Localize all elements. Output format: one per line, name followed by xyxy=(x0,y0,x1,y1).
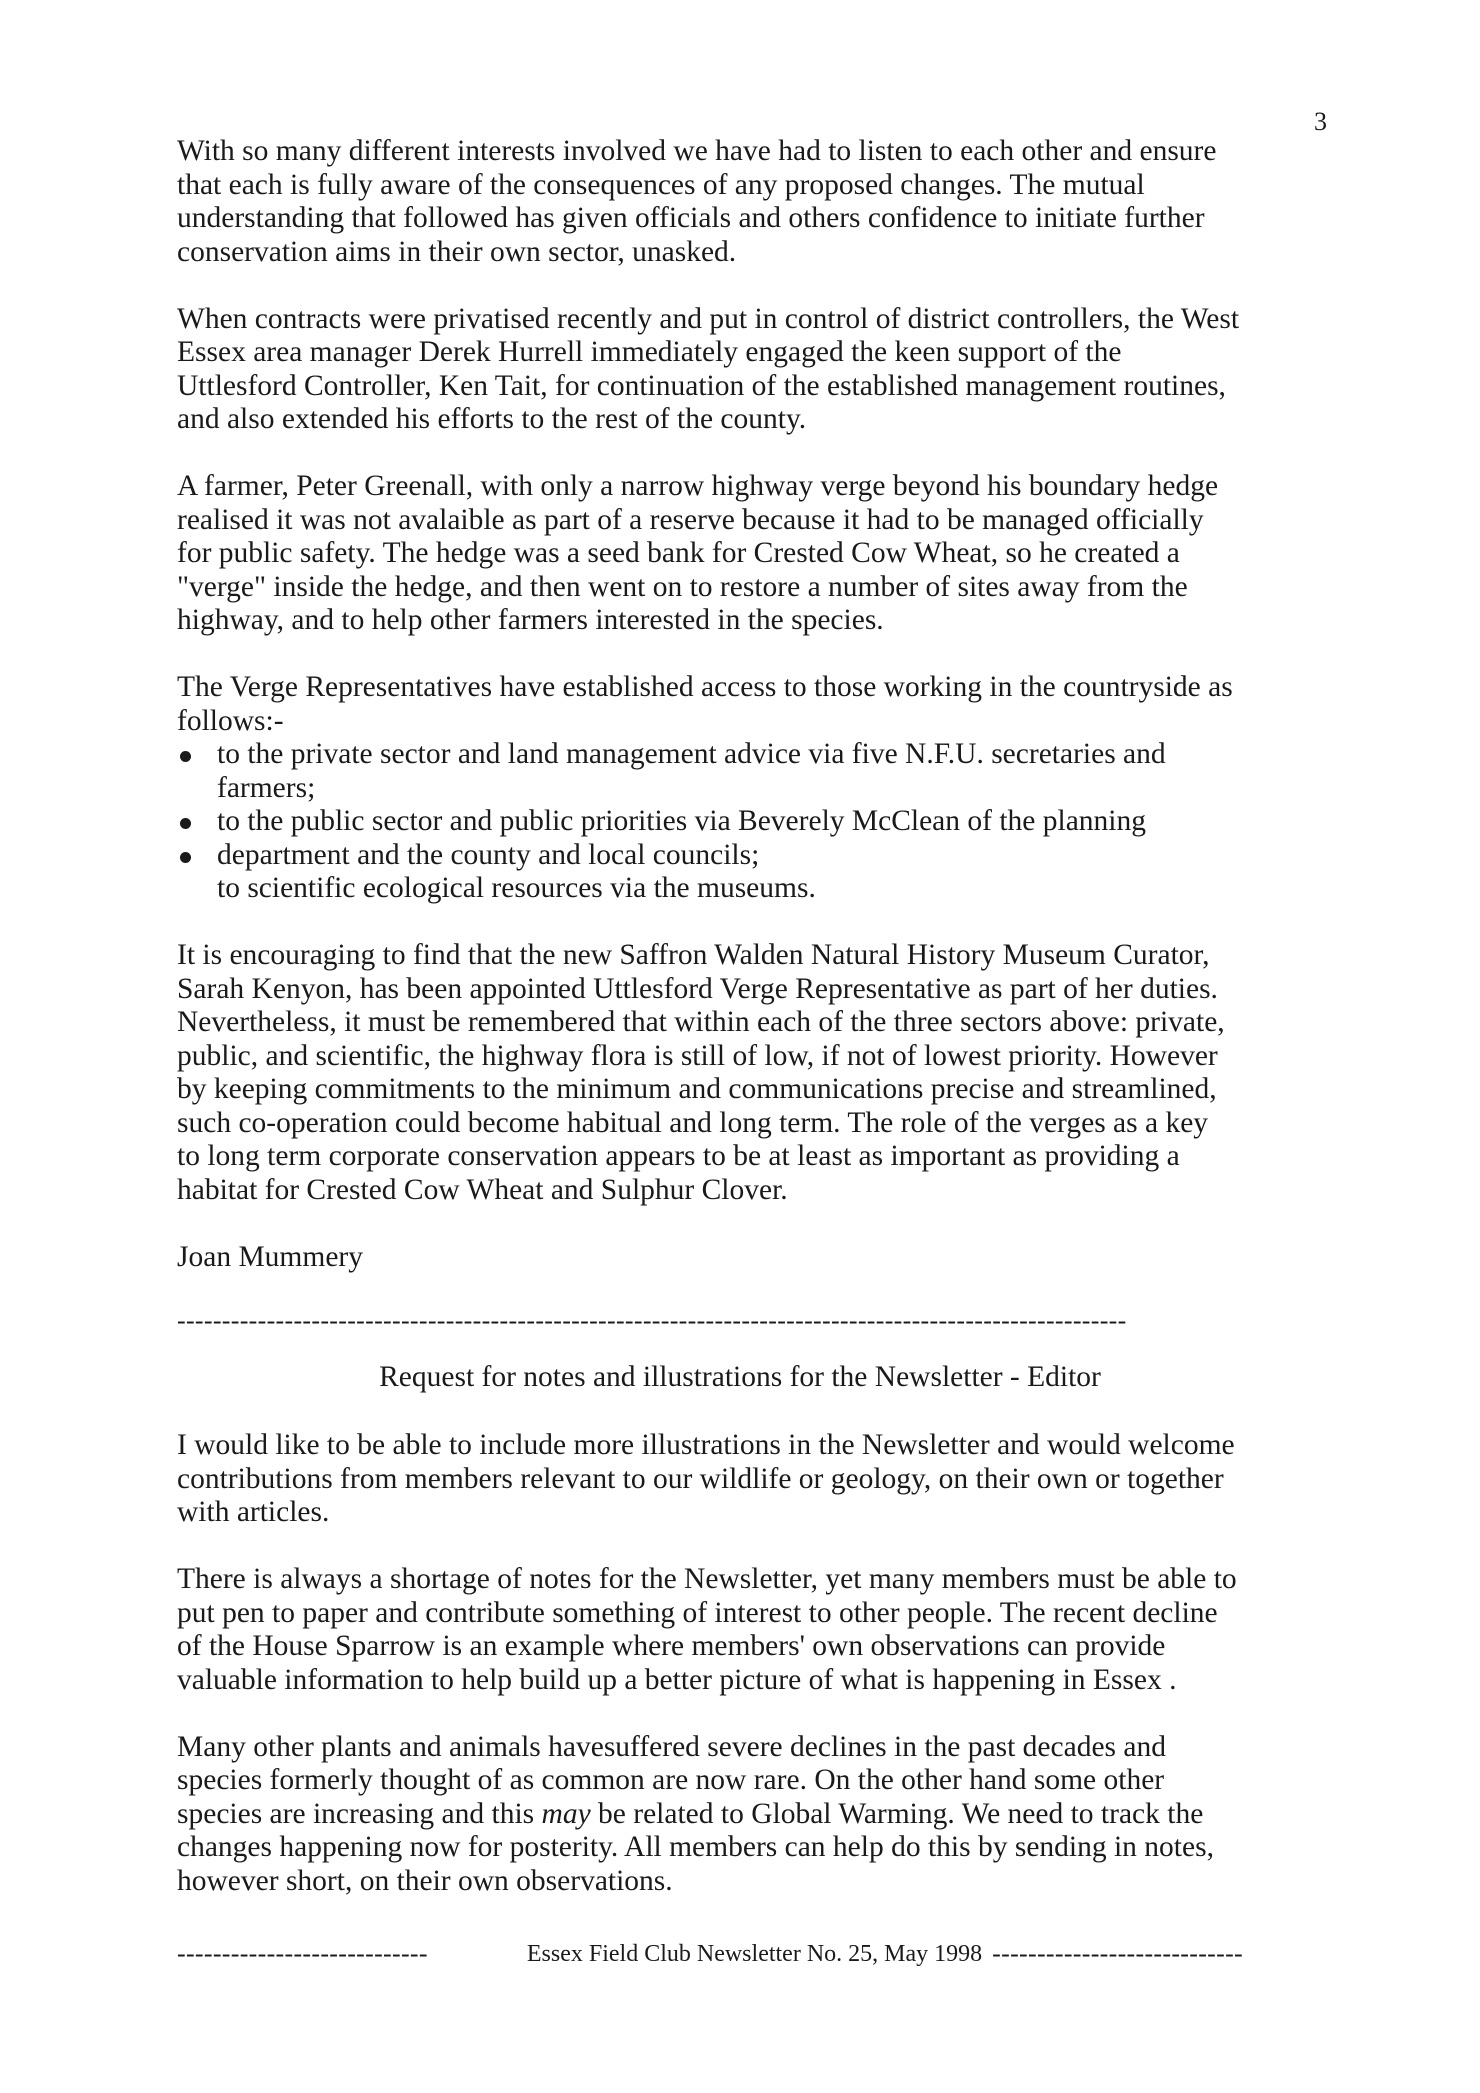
text-line: follows:- xyxy=(177,704,284,737)
bullet-item xyxy=(177,738,1337,772)
text-line: valuable information to help build up a better picture of what is happening in Essex . xyxy=(177,1663,1177,1696)
text-line: for public safety. The hedge was a seed bank for Crested Cow Wheat, so he created a xyxy=(177,537,1180,569)
bullet-icon xyxy=(180,818,191,829)
bullet-icon xyxy=(180,852,191,863)
text-line: Sarah Kenyon, has been appointed Uttlesford Verge Representative as part of her duties. xyxy=(177,972,1218,1005)
bullet-continuation xyxy=(177,872,1337,906)
text-line xyxy=(177,1798,1337,1832)
text-line: The Verge Representatives have established access to those working in the countryside as xyxy=(177,671,1233,703)
bullet-text: to the public sector and public priorities via Beverely McClean of the planning xyxy=(217,805,1146,837)
footer-dashes-left: ---------------------------- xyxy=(177,1940,428,1968)
footer-dashes-right: ---------------------------- xyxy=(992,1940,1243,1968)
text-line: and also extended his efforts to the rest of the county. xyxy=(177,403,807,435)
bullet-text: to the private sector and land management advice via five N.F.U. secretaries and xyxy=(217,738,1166,770)
text-line: A farmer, Peter Greenall, with only a narrow highway verge beyond his boundary hedge xyxy=(177,470,1219,502)
text-line: realised it was not avalaible as part of a reserve because it had to be managed officially xyxy=(177,503,1204,536)
editor-request xyxy=(177,1429,1337,1898)
text-line: changes happening now for posterity. All members can help do this by sending in notes, xyxy=(177,1831,1214,1863)
text-line: There is always a shortage of notes for the Newsletter, yet many members must be able to xyxy=(177,1563,1237,1595)
article-paragraph xyxy=(177,671,1337,738)
text-line: such co-operation could become habitual and long term. The role of the verges as a key xyxy=(177,1106,1209,1139)
text-line: Nevertheless, it must be remembered that within each of the three sectors above: private, xyxy=(177,1006,1225,1038)
text-line: public, and scientific, the highway flora is still of low, if not of lowest priority. However xyxy=(177,1039,1218,1072)
text-line: habitat for Crested Cow Wheat and Sulphur Clover. xyxy=(177,1173,788,1206)
text-line: When contracts were privatised recently and put in control of district controllers, the West xyxy=(177,302,1240,335)
text-line: "verge" inside the hedge, and then went on to restore a number of sites away from the xyxy=(177,570,1188,603)
request-paragraph xyxy=(177,1563,1337,1697)
verge-article xyxy=(177,135,1337,1274)
access-bullet-list xyxy=(177,738,1337,906)
section-divider: ---------------------------------------------------------------------------------------------------------- xyxy=(177,1306,1127,1335)
article-paragraph xyxy=(177,135,1337,269)
bullet-text: to scientific ecological resources via the museums. xyxy=(217,872,816,904)
text-line: With so many different interests involved we have had to listen to each other and ensure xyxy=(177,135,1217,167)
emphasis-word: may xyxy=(541,1797,591,1830)
text-line: I would like to be able to include more illustrations in the Newsletter and would welcome xyxy=(177,1429,1235,1461)
text-line: species formerly thought of as common are now rare. On the other hand some other xyxy=(177,1764,1165,1796)
bullet-item xyxy=(177,805,1337,839)
bullet-text: department and the county and local councils; xyxy=(217,838,760,871)
bullet-item xyxy=(177,839,1337,873)
text-line: by keeping commitments to the minimum and communications precise and streamlined, xyxy=(177,1073,1217,1105)
article-paragraph xyxy=(177,470,1337,638)
text-run: be related to Global Warming. We need to track the xyxy=(590,1797,1204,1830)
text-line: highway, and to help other farmers interested in the species. xyxy=(177,604,884,636)
text-line: conservation aims in their own sector, unasked. xyxy=(177,235,737,268)
text-line: understanding that followed has given officials and others confidence to initiate further xyxy=(177,202,1205,234)
bullet-text: farmers; xyxy=(217,771,316,804)
request-heading: Request for notes and illustrations for the Newsletter - Editor xyxy=(379,1361,1101,1393)
text-line: Uttlesford Controller, Ken Tait, for continuation of the established management routines, xyxy=(177,369,1226,402)
text-run: species are increasing and this xyxy=(177,1797,542,1830)
author-signature: Joan Mummery xyxy=(177,1240,363,1273)
bullet-continuation xyxy=(177,772,1337,806)
footer-text: Essex Field Club Newsletter No. 25, May 1998 xyxy=(526,1941,983,1967)
text-line: Essex area manager Derek Hurrell immediately engaged the keen support of the xyxy=(177,336,1122,368)
text-line: It is encouraging to find that the new Saffron Walden Natural History Museum Curator, xyxy=(177,939,1210,971)
text-line: of the House Sparrow is an example where members' own observations can provide xyxy=(177,1630,1166,1662)
text-line: contributions from members relevant to our wildlife or geology, on their own or together xyxy=(177,1462,1224,1495)
bullet-icon xyxy=(180,751,191,762)
page-number: 3 xyxy=(1314,107,1327,136)
text-line: however short, on their own observations. xyxy=(177,1864,673,1897)
text-line: Many other plants and animals havesuffered severe declines in the past decades and xyxy=(177,1730,1166,1763)
request-paragraph xyxy=(177,1731,1337,1899)
page-footer xyxy=(177,1940,1332,1968)
text-line: with articles. xyxy=(177,1496,330,1528)
request-paragraph xyxy=(177,1429,1337,1530)
text-line: put pen to paper and contribute something of interest to other people. The recent decline xyxy=(177,1596,1218,1629)
article-paragraph xyxy=(177,303,1337,437)
text-line: to long term corporate conservation appears to be at least as important as providing a xyxy=(177,1140,1180,1172)
article-paragraph xyxy=(177,939,1337,1207)
text-line: that each is fully aware of the consequences of any proposed changes. The mutual xyxy=(177,168,1145,201)
